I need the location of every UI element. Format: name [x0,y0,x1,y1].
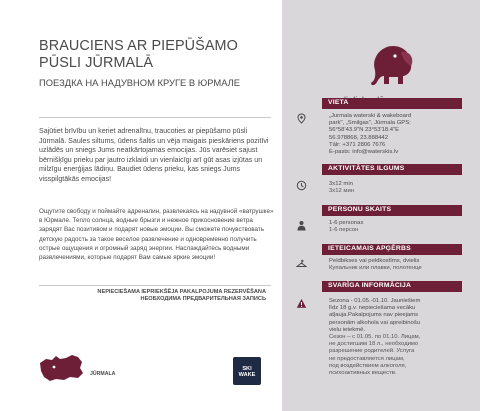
page-subtitle: ПОЕЗДКА НА НАДУВНОМ КРУГЕ В ЮРМАЛЕ [39,77,241,88]
hanger-icon [296,258,307,269]
ski-logo-text-bottom: WAKE [238,372,256,378]
vieta-line-1: „Jurmala waterski & wakeboard [329,113,412,119]
section-body-vieta [329,113,469,156]
aprb-ru: Купальник или плавки, полотенце [329,265,422,272]
aprb-lv: Peldbikses vai peldkostīms, dvielis [329,258,420,264]
info-lv-5: vielu ietekmē. [329,326,366,333]
section-body-skaits [329,220,469,234]
section-title-aprb: IETEICAMAIS APĢĒRBS [328,245,411,252]
latvia-map-icon [38,353,84,383]
map-label: JŪRMALA [90,371,116,377]
info-lv-2: līdz 18 g.v. nepieciešama vecāku [329,305,416,312]
location-pin-icon [296,113,307,124]
section-body-ilgums [329,181,469,195]
vieta-line-2: park", „Smilgas", Jūrmala GPS: [329,120,411,127]
info-ru-5: под воздействием алкоголя, [329,362,407,369]
description-ru: Ощутите свободу и поймайте адреналин, развлекаясь на надувной «ватрушке» в Юрмале. Тепло солнца, водные брызги и нежное прикосновение ветра зарядят Вас позитивом и подарят новые эмоции. Вы сможете почувствовать детскую радость за такое веселое развлечение и одновременно получить острые ощущения и огромный заряд энергии. Наслаждайтесь водными развлечениями, которые подарят Вам самые яркие эмоции! [39,208,274,262]
clock-icon [296,180,307,191]
section-header-skaits [322,205,462,216]
section-header-info [322,281,462,292]
info-ru-1: Сезон – с 01.05. по 01.10. Лицам, [329,334,421,341]
info-lv-1: Sezona - 01.05.-01.10. Jauniešiem [329,298,421,304]
section-title-ilgums: AKTIVITĀTES ILGUMS [328,165,405,172]
section-title-info: SVARĪGA INFORMĀCIJA [328,282,412,289]
skaits-ru: 1-6 персон [329,227,359,234]
ski-logo-text-top: SKI [242,366,252,372]
section-body-aprb [329,258,469,272]
skaits-lv: 1-6 personas [329,220,364,226]
reservation-note-ru: НЕОБХОДИМА ПРЕДВАРИТЕЛЬНАЯ ЗАПИСЬ [140,296,266,302]
info-lv-4: personām alkohola vai apreibinošu [329,319,421,326]
vieta-line-5: Tālr: +371 2806 7676 [329,141,386,148]
section-header-vieta [322,98,462,109]
reservation-note-lv: NEPIECIEŠAMA IEPRIEKŠĒJA PAKALPOJUMA REZERVĒŠANA [97,289,266,295]
section-header-ilgums [322,164,462,175]
section-body-info [329,298,469,377]
section-header-aprb [322,244,462,255]
divider-top [39,117,271,118]
info-ru-6: психоактивных веществ. [329,370,397,377]
info-ru-3: разрешение родителей. Услуга [329,348,415,355]
section-title-skaits: PERSONU SKAITS [328,206,392,213]
page-title [39,38,279,72]
divider-bottom [39,285,271,286]
info-lv-3: atļauja.Pakalpojums nav pieejams [329,312,419,319]
vieta-line-3: 56°58'43.9"N 23°53'18.4"E [329,127,400,134]
info-ru-4: не предоставляется лицам, [329,355,405,362]
vieta-line-4: 56.978868, 23.888442 [329,134,388,141]
vieta-line-6: E-pasts: info@waterskis.lv [329,149,399,156]
elephant-icon [365,40,417,90]
ilgums-lv: 3x12 min [329,181,353,187]
section-title-vieta: VIETA [328,99,349,106]
title-line-2: PŪSLI JŪRMALĀ [39,55,154,71]
person-icon [296,220,307,231]
info-ru-2: не достигшим 18 л., необходимо [329,341,419,348]
warning-icon [296,298,307,309]
ilgums-ru: 3x12 мин [329,188,355,195]
description-lv: Sajūtiet brīvību un keriet adrenalīnu, traucoties ar piepūšamo pūsli Jūrmalā. Saules siltums, ūdens šaltis un vēja maigais pieskāriens pozitīvi uzlādēs un sniegs Jums neatkārtojamas emocijas. Jūs varēsiet sajust bērnišķīgu prieku par jautro izklaidi un vienlaicīgi arī gūt asas izjūtas un milzīgu enerģijas lādiņu. Baudiet ūdens prieku, kas sniegs Jums visspilgtākās emocijas! [39,127,269,183]
ski-wake-logo [233,357,261,385]
title-line-1: BRAUCIENS AR PIEPŪŠAMO [39,38,238,54]
